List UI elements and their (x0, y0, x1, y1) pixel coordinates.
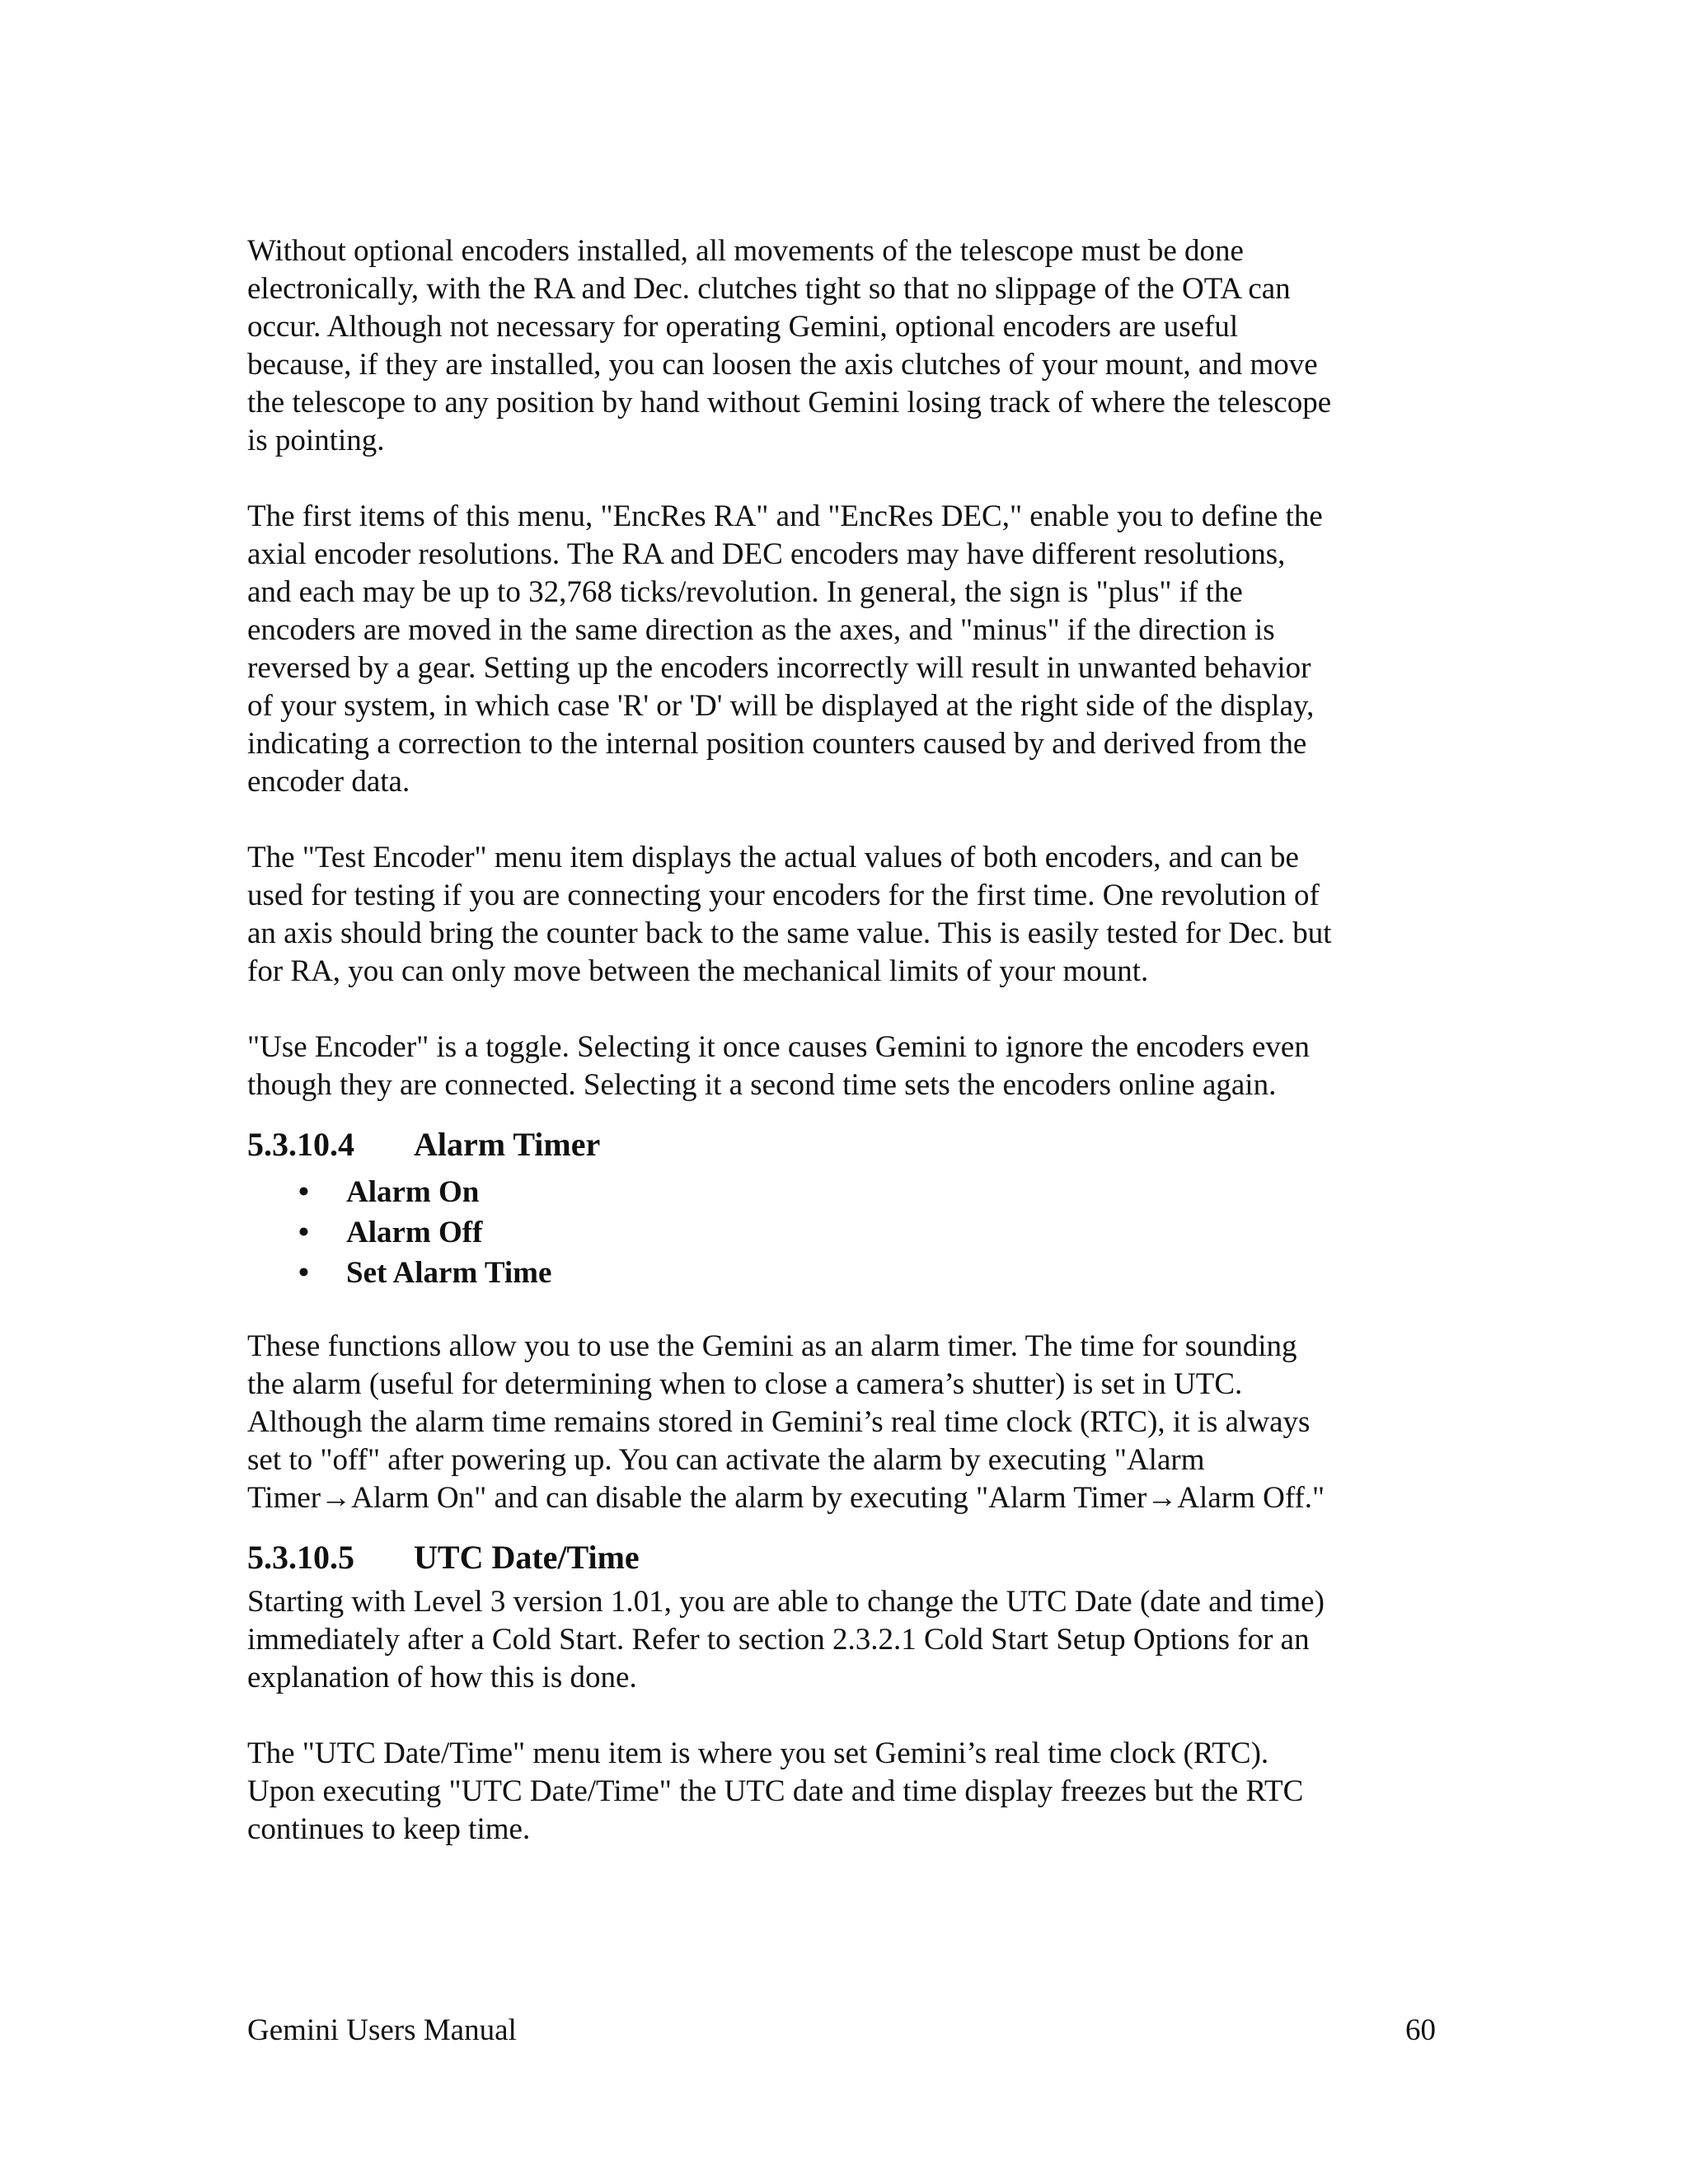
paragraph-encoders-intro: Without optional encoders installed, all movements of the telescope must be done electronically, with the RA and Dec. clutches tight so that no slippage of the OTA can occur. Although not necessary for operating Gemini, optional encoders are useful because, if they are installed, you can loosen the axis clutches of your mount, and move the telescope to any position by hand without Gemini losing track of where the telescope is pointing. (247, 234, 1332, 457)
page-body (247, 232, 1442, 1849)
footer-title: Gemini Users Manual (247, 2013, 517, 2047)
section-number: 5.3.10.4 (247, 1126, 354, 1163)
paragraph-test-encoder: The "Test Encoder" menu item displays the actual values of both encoders, and can be used for testing if you are connecting your encoders for the first time. One revolution of an axis should bring the counter back to the same value. This is easily tested for Dec. but for RA, you can only move between the mechanical limits of your mount. (247, 841, 1332, 988)
page-footer (247, 2012, 1436, 2050)
list-item-label: Set Alarm Time (346, 1256, 552, 1290)
paragraph-encoder-resolution: The first items of this menu, "EncRes RA" and "EncRes DEC," enable you to define the axial encoder resolutions. The RA and DEC encoders may have different resolutions, and each may be up to 32,768 ticks/revolution. In general, the sign is "plus" if the encoders are moved in the same direction as the axes, and "minus" if the direction is reversed by a gear. Setting up the encoders incorrectly will result in unwanted behavior of your system, in which case 'R' or 'D' will be displayed at the right side of the display, indicating a correction to the internal position counters caused by and derived from the encoder data. (247, 499, 1323, 799)
paragraph-alarm-timer: These functions allow you to use the Gemini as an alarm timer. The time for sounding the alarm (useful for determining when to close a camera’s shutter) is set in UTC. Although the alarm time remains stored in Gemini’s real time clock (RTC), it is always set to "off" after powering up. You can activate the alarm by executing "Alarm Timer→Alarm On" and can disable the alarm by executing "Alarm Timer→Alarm Off." (247, 1329, 1325, 1515)
paragraph-use-encoder: "Use Encoder" is a toggle. Selecting it once causes Gemini to ignore the encoders even though they are connected. Selecting it a second time sets the encoders online again. (247, 1030, 1310, 1102)
list-item (247, 1172, 1442, 1212)
bullet-icon: • (298, 1175, 309, 1209)
alarm-menu-list (247, 1172, 1442, 1293)
list-item (247, 1253, 1442, 1293)
list-item-label: Alarm On (346, 1175, 480, 1209)
bullet-icon: • (298, 1256, 309, 1290)
list-item (247, 1212, 1442, 1253)
section-title: UTC Date/Time (414, 1539, 640, 1576)
page-number: 60 (1405, 2013, 1436, 2047)
list-item-label: Alarm Off (346, 1216, 483, 1249)
section-heading-alarm-timer (247, 1122, 1442, 1167)
section-title: Alarm Timer (414, 1126, 601, 1163)
paragraph-utc-cold-start: Starting with Level 3 version 1.01, you are able to change the UTC Date (date and time) immediately after a Cold Start. Refer to section 2.3.2.1 Cold Start Setup Options for an explanation of how this is done. (247, 1585, 1325, 1694)
section-heading-utc-date-time (247, 1535, 1442, 1580)
paragraph-utc-menu-item: The "UTC Date/Time" menu item is where you set Gemini’s real time clock (RTC). Upon executing "UTC Date/Time" the UTC date and time display freezes but the RTC continues to keep time. (247, 1736, 1304, 1846)
section-number: 5.3.10.5 (247, 1539, 354, 1576)
bullet-icon: • (298, 1216, 309, 1249)
